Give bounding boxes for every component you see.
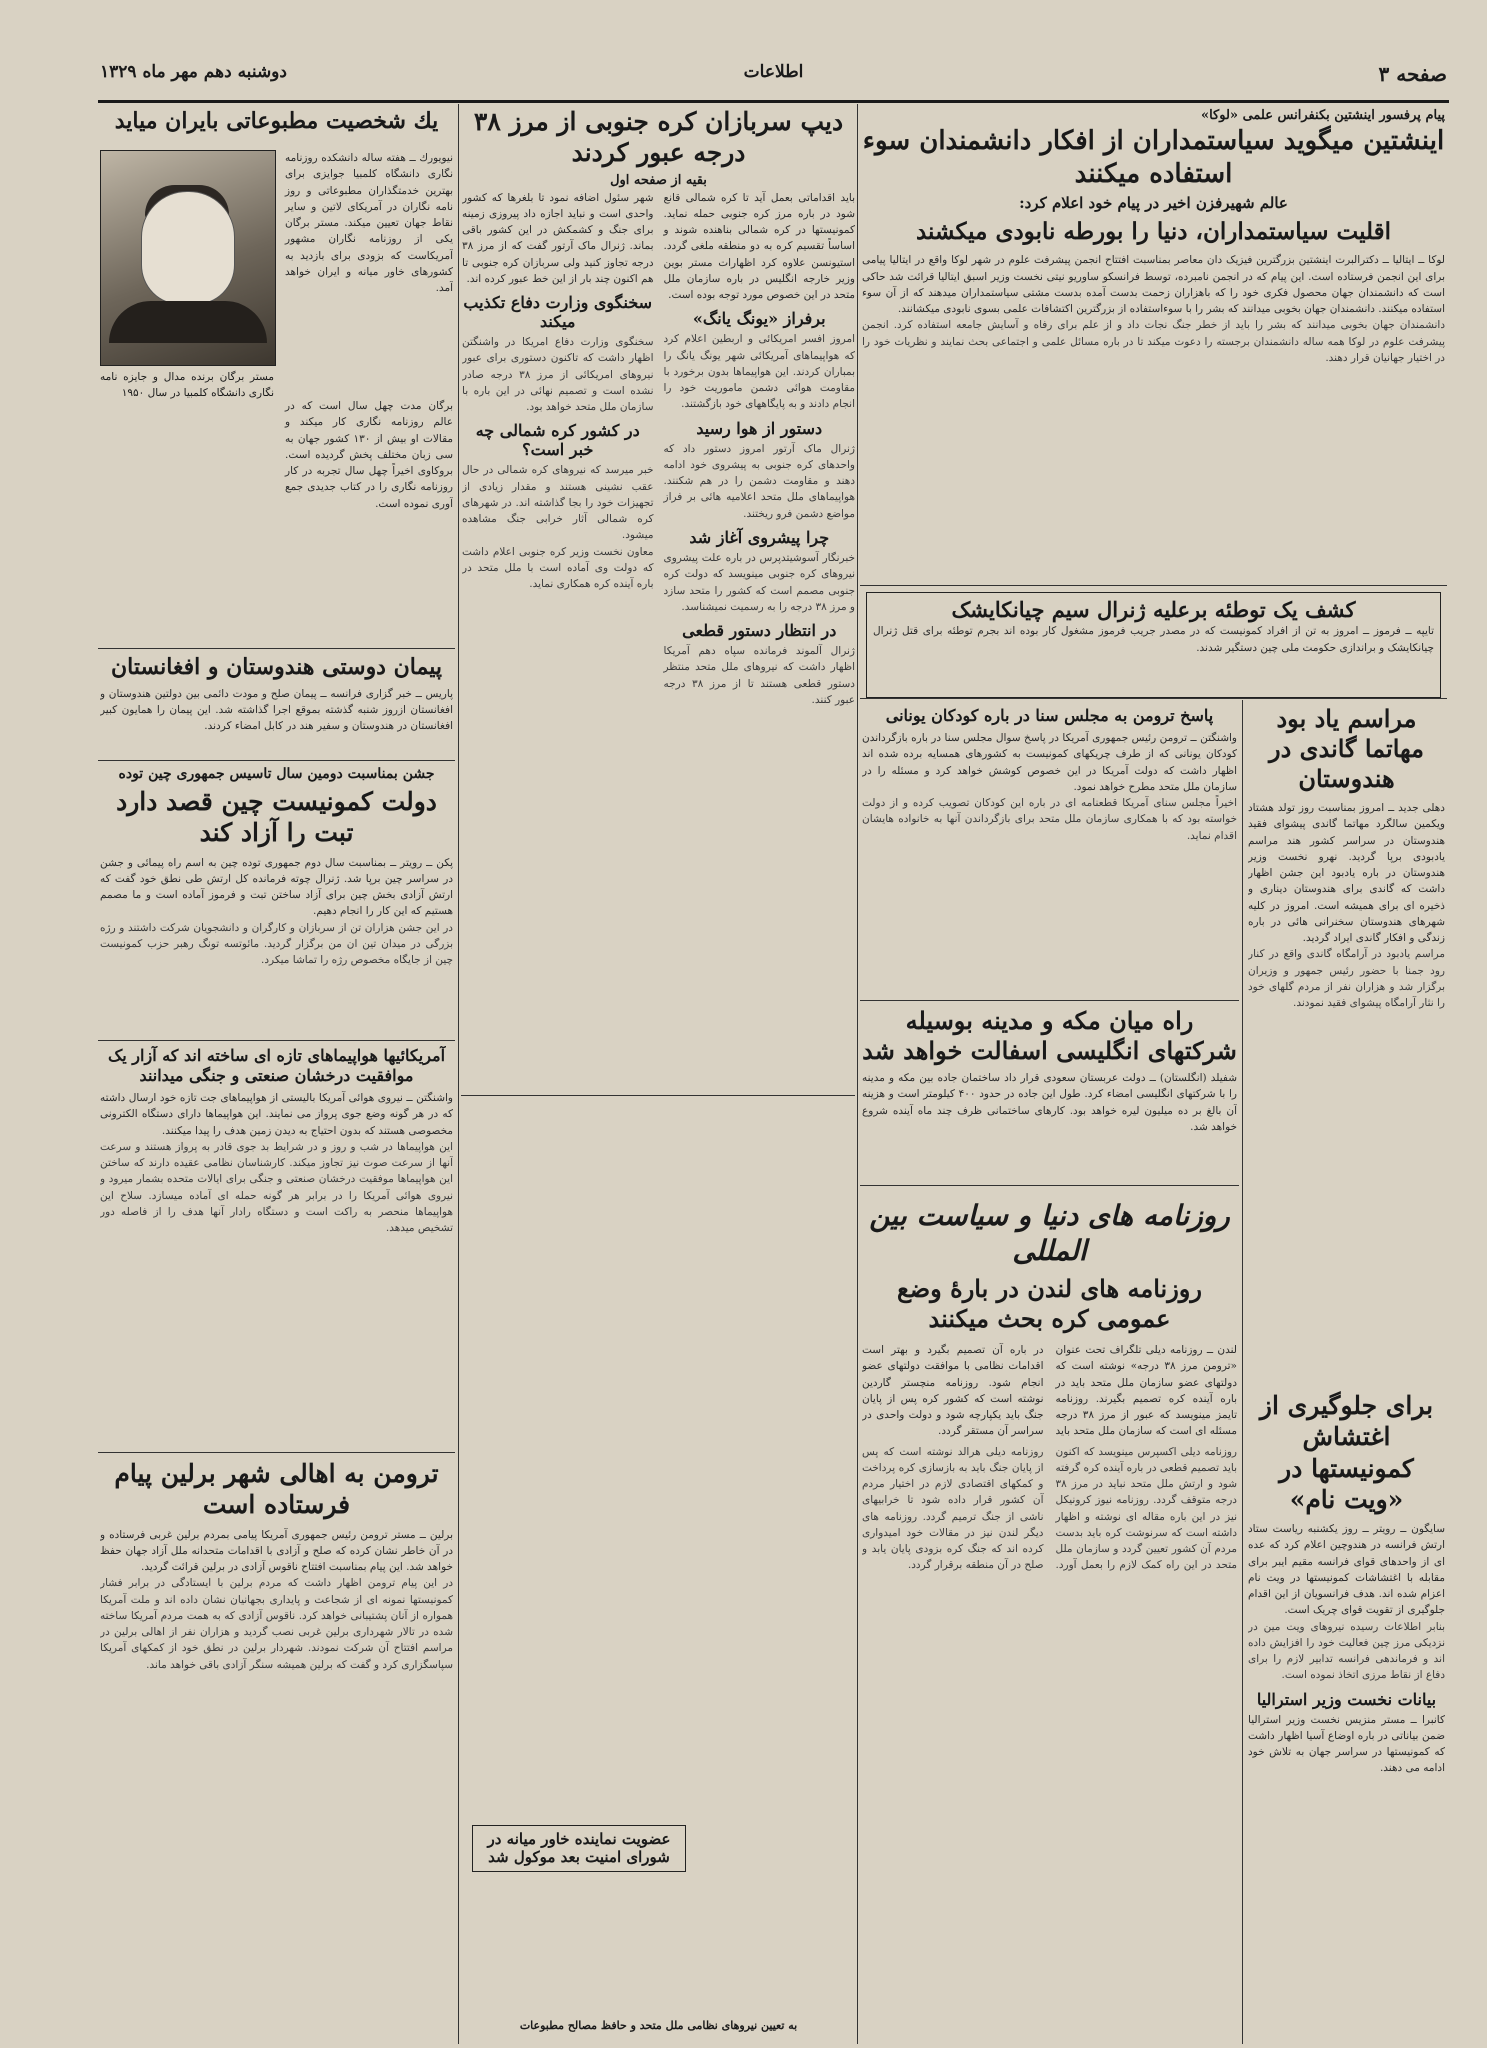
korea-column-left bbox=[462, 190, 654, 709]
column-rule bbox=[1242, 700, 1243, 2044]
portrait-face bbox=[141, 191, 235, 305]
china-plot-article bbox=[866, 592, 1441, 698]
truman-berlin-body: برلین ــ مستر ترومن رئیس جمهوری آمریکا پیامی بمردم برلین غربی فرستاده و در آن خاطر نشان کرده که صلح و آزادی با اقدامات متحدانه ملل آزاد جهان حفظ خواهد شد. این پیام بمناسبت افتتاح ناقوس آزادی در برلین قرائت گردید. bbox=[100, 1528, 453, 1574]
masthead-rule bbox=[98, 100, 1449, 103]
column-rule bbox=[857, 104, 858, 2044]
korea-column-right bbox=[664, 190, 856, 709]
section-rule bbox=[98, 1040, 455, 1041]
mecca-road-body: شفیلد (انگلستان) ــ دولت عربستان سعودی قرار داد ساختمان جاده بین مکه و مدینه را با شرکتهای انگلیسی امضاء کرد. طول این جاده در حدود ۴۰۰ کیلومتر است و هزینه آن بالغ بر ده میلیون لیره خواهد بود. کارهای ساختمانی ظرف چند ماه آینده شروع خواهد شد. bbox=[862, 1072, 1237, 1133]
korea-subhead-conclusion: در انتظار دستور قطعی bbox=[682, 621, 837, 641]
press-figure-photo bbox=[100, 150, 276, 366]
issue-date: دوشنبه دهم مهر ماه ۱۳۲۹ bbox=[100, 62, 287, 82]
press-figure-headline: یك شخصیت مطبوعاتی بایران میاید bbox=[114, 108, 439, 134]
section-rule bbox=[98, 1452, 455, 1453]
london-press-body: لندن ــ روزنامه دیلی تلگراف تحت عنوان «ترومن مرز ۳۸ درجه» نوشته است که دولتهای عضو سازمان ملل متحد باید در باره آینده کره تصمیم بگیرند. روزنامه تایمز مینویسد که عبور از مرز ۳۸ درجه مسئله ای است که سازمان ملل متحد باید در باره آن تصمیم بگیرد و بهتر است اقدامات نظامی با موافقت دولتهای عضو انجام شود. روزنامه منچستر گاردین نوشته است که کشور کره پس از پایان جنگ باید یکپارچه شود و دولت واحدی در سراسر آن مستقر گردد. bbox=[862, 1344, 1237, 1438]
section-rule bbox=[98, 648, 455, 649]
korea-columns bbox=[462, 190, 855, 709]
china-communist-kicker: جشن بمناسبت دومین سال تاسیس جمهوری چین توده bbox=[118, 766, 435, 782]
korea-footer: به تعیین نیروهای نظامی ملل متحد و حافظ مصالح مطبوعات bbox=[519, 2019, 798, 2032]
korea-conclusion-body: ژنرال آلموند فرمانده سپاه دهم آمریکا اظهار داشت که نیروهای ملل متحد منتظر دستور قطعی هستند تا از مرز ۳۸ درجه عبور کنند. bbox=[663, 645, 855, 706]
airplanes-body: واشنگتن ــ نیروی هوائی آمریکا بالیستی از هواپیماهای جت تازه خود ارسال داشته که در هر گونه وضع جوی پرواز می نمایند. این هواپیماها دارای دستگاه الکترونی مخصوصی هستند که بدون احتیاج به دیدن زمین هدف را پیدا میکنند. bbox=[100, 1092, 453, 1137]
korea-advance-body: خبرنگار آسوشیتدپرس در باره علت پیشروی نیروهای کره جنوبی مینویسد که دولت کره جنوبی مصمم است که کشور را متحد سازد و مرز ۳۸ درجه را به رسمیت نمیشناسد. bbox=[663, 552, 855, 613]
mecca-road-article bbox=[862, 1006, 1237, 1180]
section-rule bbox=[860, 1000, 1239, 1001]
vietnam-body: سایگون ــ رویتر ــ روز یکشنبه ریاست ستاد ارتش فرانسه در هندوچین اعلام کرد که عده ای از واحدهای قوای فرانسه مقیم ایبر برای مقابله با اغتشاشات کمونیستها در ویت نام اعزام شده اند. هدف فرانسویان از این اقدام جلوگیری از تقویت قوای چریک است. bbox=[1248, 1523, 1445, 1617]
vietnam-body-cont: بنابر اطلاعات رسیده نیروهای ویت مین در نزدیکی مرز چین فعالیت خود را افزایش داده اند و فرماندهی فرانسه تدابیر لازم را برای دفاع از نقاط مرزی اتخاذ نموده است. bbox=[1248, 1620, 1445, 1682]
london-press-headline: روزنامه های لندن در بارهٔ وضع عمومی کره بحث میکنند bbox=[897, 1274, 1202, 1333]
mecca-road-headline: راه میان مکه و مدینه بوسیله شرکتهای انگلیسی اسفالت خواهد شد bbox=[862, 1006, 1237, 1065]
section-rule bbox=[98, 760, 455, 761]
gandhi-body: دهلی جدید ــ امروز بمناسبت روز تولد هشتاد ویکمین سالگرد مهاتما گاندی پیشوای فقید هندوستان در سراسر کشور هند مراسم یادبودی برپا گردید. نهرو نخست وزیر هندوستان در باره یادبود این جشن اظهار داشت که گاندی برای هندوستان دیناری و ذخیره ای برای همیشه است. امروز در کلیه شهرهای هندوستان سخنرانی هائی در باره زندگی و افکار گاندی ایراد گردید. bbox=[1248, 802, 1445, 945]
vietnam-headline: برای جلوگیری از اغتشاش کمونیستها در «ویت نام» bbox=[1259, 1391, 1434, 1514]
truman-children-article bbox=[862, 706, 1237, 996]
korea-orders-body: ژنرال ماک آرتور امروز دستور داد که واحدهای کره جنوبی به پیشروی خود ادامه دهند و مقاومت دشمن را در هم شکنند. هواپیماهای ملل متحد اعلامیه هائی بر فراز مواضع دشمن فرو ریختند. bbox=[663, 442, 855, 520]
australia-subhead: بیانات نخست وزیر استرالیا bbox=[1256, 1689, 1437, 1709]
section-rule bbox=[860, 698, 1447, 699]
gandhi-article bbox=[1248, 704, 1445, 1384]
korea-article bbox=[462, 106, 855, 2038]
truman-children-headline: پاسخ ترومن به مجلس سنا در باره کودکان یونانی bbox=[885, 706, 1214, 725]
china-plot-body: تایپه ــ فرموز ــ امروز به تن از افراد کمونیست که در مصدر جریب فرموز مشغول کار بوده اند بجرم توطئه برای قتل ژنرال چیانکایشک و براندازی حکومت ملی چین دستگیر شدند. bbox=[873, 625, 1434, 654]
korea-subhead-advance: چرا پیشروی آغاز شد bbox=[689, 528, 830, 548]
korea-boat-body: امروز افسر امریکائی و اربطین اعلام کرد که هواپیماهای آمریکائی شهر یونگ یانگ را بمباران کردند. این هواپیماها بدون برخورد با مقاومت هوائی دشمن ماموریت خود را انجام دادند و به پایگاههای خود بازگشتند. bbox=[663, 333, 855, 411]
china-communist-article bbox=[100, 766, 453, 1036]
pact-article bbox=[100, 654, 453, 756]
korea-body-right: باید اقداماتی بعمل آید تا کره شمالی قانع شود در باره مرز کره جنوبی حمله نماید. کمونیستها در کره شمالی بناهنده شوند و اساساً تقسیم کره به دو منطقه ملغی گردد. استیونسن علاوه کرد اظهارات مستر بوین وزیر خارجه انگلیس در باره سازمان ملل متحد در این خصوص مورد توجه بوده است. bbox=[663, 191, 855, 302]
china-communist-body-cont: در این جشن هزاران تن از سربازان و کارگران و دانشجویان شرکت داشتند و رژه بزرگی در میدان تین ان من برگزار گردید. مائوتسه تونگ رهبر حزب کمونیست چین از جایگاه مخصوص رژه را تماشا میکرد. bbox=[100, 921, 453, 967]
gandhi-body-cont: مراسم یادبود در آرامگاه گاندی واقع در کنار رود جمنا با حضور رئیس جمهور و وزیران برگزار شد و هزاران نفر از مردم گلهای خود را نثار آرامگاه پیشوای فقید نمودند. bbox=[1248, 948, 1445, 1010]
london-press-article bbox=[862, 1192, 1237, 2040]
press-figure-article bbox=[100, 108, 453, 644]
airplanes-headline: آمریکائیها هواپیماهای تازه ای ساخته اند که آزار یک موافقیت درخشان صنعتی و جنگی میدانند bbox=[107, 1046, 446, 1085]
newspaper-name: اطلاعات bbox=[743, 62, 804, 82]
vietnam-article bbox=[1248, 1390, 1445, 2040]
truman-berlin-body-cont: در این پیام ترومن اظهار داشت که مردم برلین با ایستادگی در برابر فشار کمونیستها نمونه ای از شجاعت و پایداری بجهانیان نشان داده اند و ملت آمریکا همواره از آنان پشتیبانی خواهد کرد. ناقوس آزادی که به همت مردم آمریکا ساخته شده در تالار شهرداری برلین غربی نصب گردید و هزاران نفر از اهالی برلین در مراسم افتتاح آن شرکت نمودند. شهردار برلین در نطق خود از کمکهای آمریکا سپاسگزاری کرد و گفت که برلین همیشه سنگر آزادی باقی خواهد ماند. bbox=[100, 1577, 453, 1671]
airplanes-article bbox=[100, 1046, 453, 1448]
einstein-body: لوکا ــ ایتالیا ــ دکترالبرت اینشتین بزرگترین فیزیک دان معاصر بمناسبت افتتاح انجمن پیشرفت علوم در شهر لوکا واقع در ایتالیا پیامی برای این انجمن فرستاده است. این پیام که در انجمن نامبرده، توسط فرانسکو ساوریو نیتی نخست وزیر اسبق ایتالیا قرائت شد حاکی است که دانشمندان جهان محصول فکری خود را که باهزاران زحمت بدست آمده بدست مشتی سیاستمداران میدهند که از آن سوء استفاده میکنند. دانشمندان جهان بخوبی میدانند که بشر را با سوءاستفاده از بزرگترین اکتشافات علمی بسوی نابودی میکشانند. bbox=[862, 254, 1445, 316]
korea-body-left: شهر سئول اضافه نمود تا بلغرها که کشور واحدی است و نباید اجازه داد پیروزی زمینه برای جنگ و کشمکش در این کشور باقی بماند. ژنرال ماک آرتور گفت که از مرز ۳۸ درجه تجاوز کنید ولی سربازان کره جنوبی تا هم اکنون چند بار از این خط عبور کرده اند. bbox=[462, 191, 654, 285]
korea-subhead-ministry: سخنگوی وزارت دفاع تکذیب میکند bbox=[463, 293, 653, 332]
press-figure-body-2: برگان مدت چهل سال است که در عالم روزنامه نگاری کار میکند و مقالات او بیش از ۱۳۰ کشور جهان به سی زبان مختلف پخش گردیده است. بروکاوی اخیراً چهل سال تجربه در کار روزنامه نگاری را در کتاب جدیدی جمع آوری نموده است. bbox=[285, 400, 453, 510]
world-press-banner: روزنامه های دنیا و سیاست بین المللی bbox=[869, 1199, 1230, 1267]
china-communist-headline: دولت کمونیست چین قصد دارد تبت را آزاد کند bbox=[116, 787, 437, 848]
korea-headline: دیپ سربازان کره جنوبی از مرز ۳۸ درجه عبور کردند bbox=[473, 107, 844, 168]
einstein-body-cont: دانشمندان جهان بخوبی میدانند که بشر را باید از خطر جنگ نجات داد و از علم برای رفاه و آسایش جامعه استفاده کرد. انجمن پیشرفت علوم در لوکا همه ساله دانشمندان برجسته را دعوت میکند تا در باره مسائل علمی و اجتماعی بحث نمایند و نظریات خود را در اختیار جهانیان قرار دهند. bbox=[862, 319, 1445, 364]
einstein-subhead-1: عالم شهیرفزن اخیر در پیام خود اعلام کرد: bbox=[1019, 194, 1288, 212]
china-plot-headline: کشف یک توطئه برعلیه ژنرال سیم چیانکایشک bbox=[951, 597, 1356, 622]
korea-subhead-boat: برفراز «یونگ یانگ» bbox=[692, 309, 826, 329]
pact-body: پاریس ــ خبر گزاری فرانسه ــ پیمان صلح و مودت دائمی بین دولتین هندوستان و افغانستان ازروز شنبه گذشته بموقع اجرا گذاشته شد. این پیمان را همایون کبیر افغانستان در هندوستان و سفیر هند در کابل امضاء کردند. bbox=[100, 687, 453, 733]
truman-berlin-article bbox=[100, 1458, 453, 2038]
truman-children-body: واشنگتن ــ ترومن رئیس جمهوری آمریکا در پاسخ سوال مجلس سنا در باره بازگرداندن کودکان یونانی که از طرف چریکهای کمونیست به کشورهای همسایه برده شده اند اظهار داشت که دولت آمریکا در این خصوص کوشش خواهد کرد و مسئله را در سازمان ملل متحد مطرح خواهد نمود. bbox=[862, 732, 1237, 793]
einstein-kicker: پیام پرفسور اینشتین بکنفرانس علمی «لوکا» bbox=[1200, 108, 1445, 123]
london-press-body-cont: روزنامه دیلی اکسپرس مینویسد که اکنون باید تصمیم قطعی در باره آینده کره گرفته شود و ارتش ملل متحد نباید در مرز ۳۸ درجه متوقف گردد. روزنامه نیوز کرونیکل نیز در این باره مقاله ای نوشته و اظهار داشته است که سرنوشت کره باید بدست مردم آن کشور تعیین گردد و سازمان ملل متحد در این راه کمک لازم را بعمل آورد. روزنامه دیلی هرالد نوشته است که پس از پایان جنگ باید به بازسازی کره پرداخت و کمکهای اقتصادی لازم در اختیار مردم آن کشور قرار داده شود تا خرابیهای ناشی از جنگ ترمیم گردد. روزنامه های دیگر لندن نیز در مقالات خود امیدواری کرده اند که جنگ کره بزودی پایان یابد و صلح در آن منطقه برقرار گردد. bbox=[862, 1445, 1237, 1572]
korea-north-body-2: معاون نخست وزیر کره جنوبی اعلام داشت که دولت وی آماده است با ملل متحد در باره آینده کره همکاری نماید. bbox=[462, 545, 654, 591]
press-figure-body: نیویورك ــ هفته ساله دانشکده روزنامه نگاری دانشگاه کلمبیا جوایزی برای بهترین خدمتگذاران مطبوعاتی و روز نامه نگاران در آمریکای لاتین و سایر نقاط جهان تعیین میکند. مستر برگان یکی از روزنامه نگاران مشهور آمریکاست که بزودی برای بازدید به کشورهای خاور میانه و ایران خواهد آمد. bbox=[285, 152, 453, 295]
page-number: صفحه ۳ bbox=[1378, 62, 1447, 86]
portrait-suit bbox=[109, 301, 267, 343]
korea-ministry-body: سخنگوی وزارت دفاع امریکا در واشنگتن اظهار داشت که تاکنون دستوری برای عبور نیروهای امریکائی از مرز ۳۸ درجه صادر نشده است و تصمیم نهائی در این باره با سازمان ملل متحد خواهد بود. bbox=[462, 336, 654, 414]
korea-north-body: خبر میرسد که نیروهای کره شمالی در حال عقب نشینی هستند و مقدار زیادی از تجهیزات خود را بجا گذاشته اند. در شهرهای کره شمالی آثار خرابی جنگ مشاهده میشود. bbox=[462, 464, 654, 542]
einstein-headline: اینشتین میگوید سیاستمداران از افکار دانشمندان سوء استفاده میکنند bbox=[862, 126, 1445, 189]
masthead bbox=[100, 58, 1447, 92]
korea-subhead-north: در کشور کره شمالی چه خبر است؟ bbox=[475, 421, 640, 460]
einstein-subhead-2: اقلیت سیاستمداران، دنیا را بورطه نابودی میکشند bbox=[915, 217, 1392, 245]
einstein-article bbox=[862, 108, 1445, 582]
australia-body: کانبرا ــ مستر منزیس نخست وزیر استرالیا ضمن بیاناتی در باره اوضاع آسیا اظهار داشت که کمونیستها در سراسر جهان به تلاش خود ادامه می دهند. bbox=[1248, 1713, 1445, 1775]
truman-children-body-cont: اخیراً مجلس سنای آمریکا قطعنامه ای در باره این کودکان تصویب کرده و از دولت خواسته بود که با همکاری سازمان ملل متحد برای بازگرداندن آنها به خانواده هایشان اقدام نماید. bbox=[862, 797, 1237, 842]
truman-berlin-headline: ترومن به اهالی شهر برلین پیام فرستاده است bbox=[114, 1459, 439, 1520]
korea-continued: بقیه از صفحه اول bbox=[610, 172, 707, 188]
korea-subhead-orders: دستور از هوا رسید bbox=[696, 418, 823, 438]
security-council-box: عضویت نماینده خاور میانه در شورای امنیت بعد موکول شد bbox=[472, 1825, 686, 1873]
airplanes-body-cont: این هواپیماها در شب و روز و در شرایط بد جوی قادر به پرواز هستند و سرعت آنها از سرعت صوت نیز تجاوز میکند. کارشناسان نظامی عقیده دارند که ساختن این هواپیماها موفقیت درخشان صنعتی و جنگی برای ایالات متحده بشمار میرود و نیروی هوائی آمریکا را در برابر هر گونه حمله ای آماده میسازد. سلاح این هواپیماها منحصر به راکت است و دستگاه رادار آنها هدف را از فاصله دور تشخیص میدهد. bbox=[100, 1140, 453, 1235]
section-rule bbox=[860, 585, 1447, 586]
china-communist-body: پکن ــ رویتر ــ بمناسبت سال دوم جمهوری توده چین به اسم راه پیمائی و جشن در سراسر چین برپا شد. ژنرال چوته فرمانده کل ارتش طی نطق خود گفت که ارتش آزادی بخش چین برای آزاد ساختن تبت و فرموز آماده است و ما مصمم هستیم که این کار را انجام دهیم. bbox=[100, 856, 453, 918]
pact-headline: پیمان دوستی هندوستان و افغانستان bbox=[111, 654, 442, 680]
column-rule bbox=[458, 104, 459, 2044]
press-figure-caption: مستر برگان برنده مدال و جایزه نامه نگاری دانشگاه کلمبیا در سال ۱۹۵۰ bbox=[100, 371, 274, 399]
gandhi-headline: مراسم یاد بود مهاتما گاندی در هندوستان bbox=[1269, 704, 1424, 793]
section-rule bbox=[860, 1185, 1239, 1186]
